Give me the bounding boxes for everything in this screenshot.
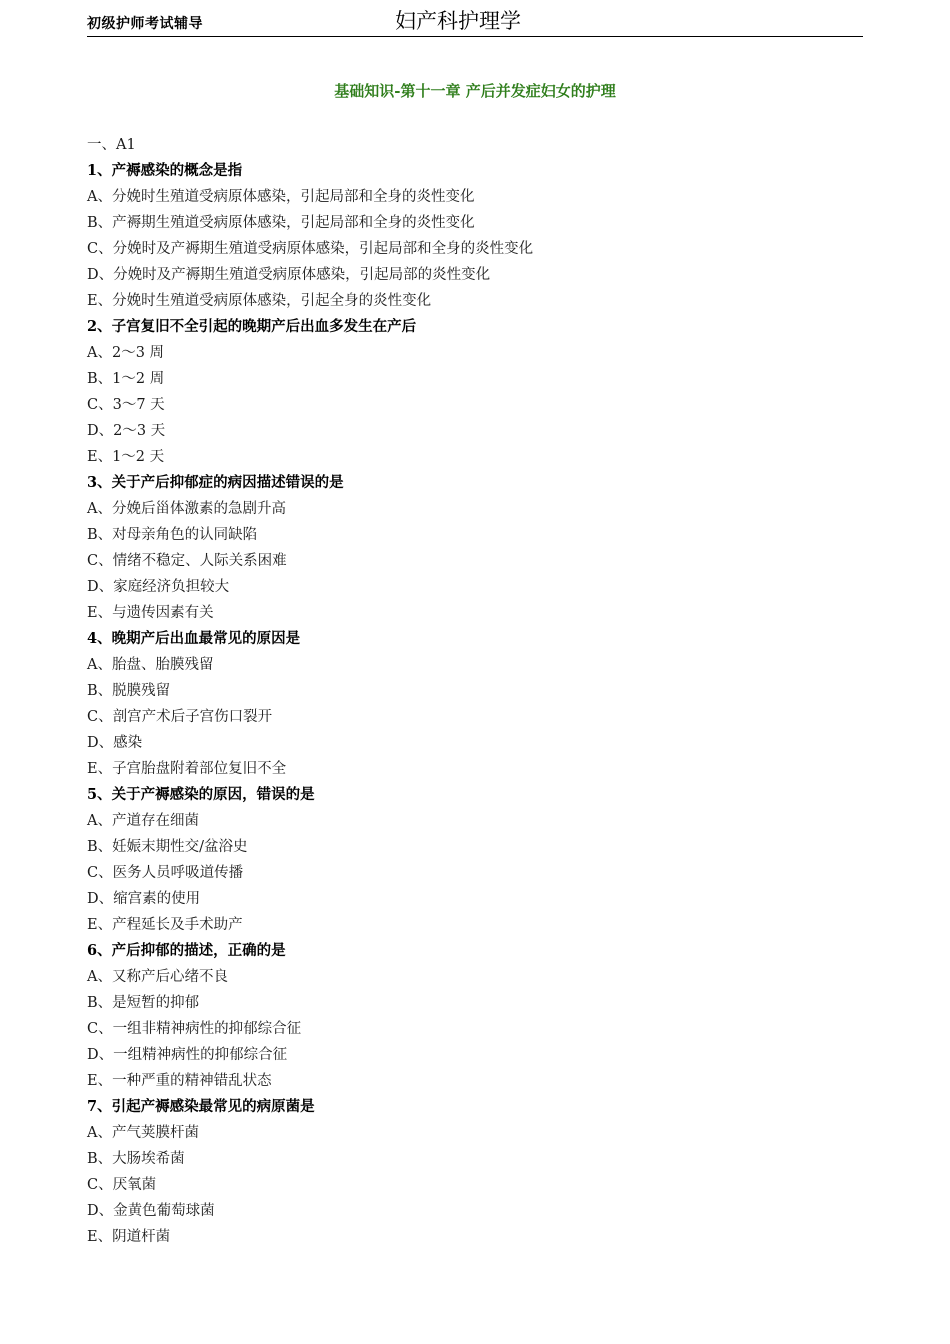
questions-container xyxy=(87,158,863,1250)
answer-option: C、情绪不稳定、人际关系困难 xyxy=(87,553,287,569)
answer-option: D、一组精神病性的抑郁综合征 xyxy=(87,1047,288,1063)
answer-option: E、1～2 天 xyxy=(87,449,165,465)
section-label: 一、A1 xyxy=(87,137,136,153)
answer-option: C、剖宫产术后子宫伤口裂开 xyxy=(87,709,273,725)
question-item xyxy=(87,470,863,626)
answer-option: B、大肠埃希菌 xyxy=(87,1151,185,1167)
answer-option: A、产道存在细菌 xyxy=(87,813,199,829)
answer-option: C、厌氧菌 xyxy=(87,1177,157,1193)
answer-option: B、是短暂的抑郁 xyxy=(87,995,200,1011)
question-stem: 6、产后抑郁的描述，正确的是 xyxy=(87,942,286,959)
answer-option: C、3～7 天 xyxy=(87,397,165,413)
answer-option: B、妊娠末期性交/盆浴史 xyxy=(87,839,248,855)
answer-option: B、产褥期生殖道受病原体感染，引起局部和全身的炎性变化 xyxy=(87,215,475,231)
question-stem: 7、引起产褥感染最常见的病原菌是 xyxy=(87,1098,315,1115)
question-stem: 1、产褥感染的概念是指 xyxy=(87,162,243,179)
answer-option: D、2～3 天 xyxy=(87,423,166,439)
answer-option: E、子宫胎盘附着部位复旧不全 xyxy=(87,761,287,777)
question-stem: 2、子宫复旧不全引起的晚期产后出血多发生在产后 xyxy=(87,318,417,335)
answer-option: C、一组非精神病性的抑郁综合征 xyxy=(87,1021,302,1037)
question-list xyxy=(87,132,863,1250)
answer-option: E、一种严重的精神错乱状态 xyxy=(87,1073,272,1089)
answer-option: E、分娩时生殖道受病原体感染，引起全身的炎性变化 xyxy=(87,293,432,309)
question-stem: 3、关于产后抑郁症的病因描述错误的是 xyxy=(87,474,344,491)
question-stem: 5、关于产褥感染的原因，错误的是 xyxy=(87,786,315,803)
question-item xyxy=(87,782,863,938)
answer-option: D、感染 xyxy=(87,735,143,751)
answer-option: A、胎盘、胎膜残留 xyxy=(87,657,214,673)
answer-option: E、阴道杆菌 xyxy=(87,1229,171,1245)
answer-option: A、分娩时生殖道受病原体感染，引起局部和全身的炎性变化 xyxy=(87,189,475,205)
chapter-title: 基础知识-第十一章 产后并发症妇女的护理 xyxy=(334,82,616,100)
answer-option: A、分娩后甾体激素的急剧升高 xyxy=(87,501,286,517)
answer-option: B、1～2 周 xyxy=(87,371,165,387)
question-item xyxy=(87,938,863,1094)
answer-option: D、家庭经济负担较大 xyxy=(87,579,230,595)
header-course-name: 初级护师考试辅导 xyxy=(87,16,203,32)
question-item xyxy=(87,314,863,470)
answer-option: E、与遗传因素有关 xyxy=(87,605,214,621)
answer-option: D、金黄色葡萄球菌 xyxy=(87,1203,215,1219)
answer-option: C、分娩时及产褥期生殖道受病原体感染，引起局部和全身的炎性变化 xyxy=(87,241,534,257)
answer-option: D、缩宫素的使用 xyxy=(87,891,201,907)
question-stem: 4、晚期产后出血最常见的原因是 xyxy=(87,630,301,647)
answer-option: D、分娩时及产褥期生殖道受病原体感染，引起局部的炎性变化 xyxy=(87,267,491,283)
question-item xyxy=(87,1094,863,1250)
answer-option: A、2～3 周 xyxy=(87,345,165,361)
answer-option: A、产气荚膜杆菌 xyxy=(87,1125,199,1141)
answer-option: C、医务人员呼吸道传播 xyxy=(87,865,244,881)
answer-option: B、对母亲角色的认同缺陷 xyxy=(87,527,258,543)
question-item xyxy=(87,626,863,782)
question-item xyxy=(87,158,863,314)
page-header xyxy=(87,6,863,37)
answer-option: B、脱膜残留 xyxy=(87,683,171,699)
answer-option: A、又称产后心绪不良 xyxy=(87,969,228,985)
answer-option: E、产程延长及手术助产 xyxy=(87,917,243,933)
header-subject-title: 妇产科护理学 xyxy=(395,9,521,33)
